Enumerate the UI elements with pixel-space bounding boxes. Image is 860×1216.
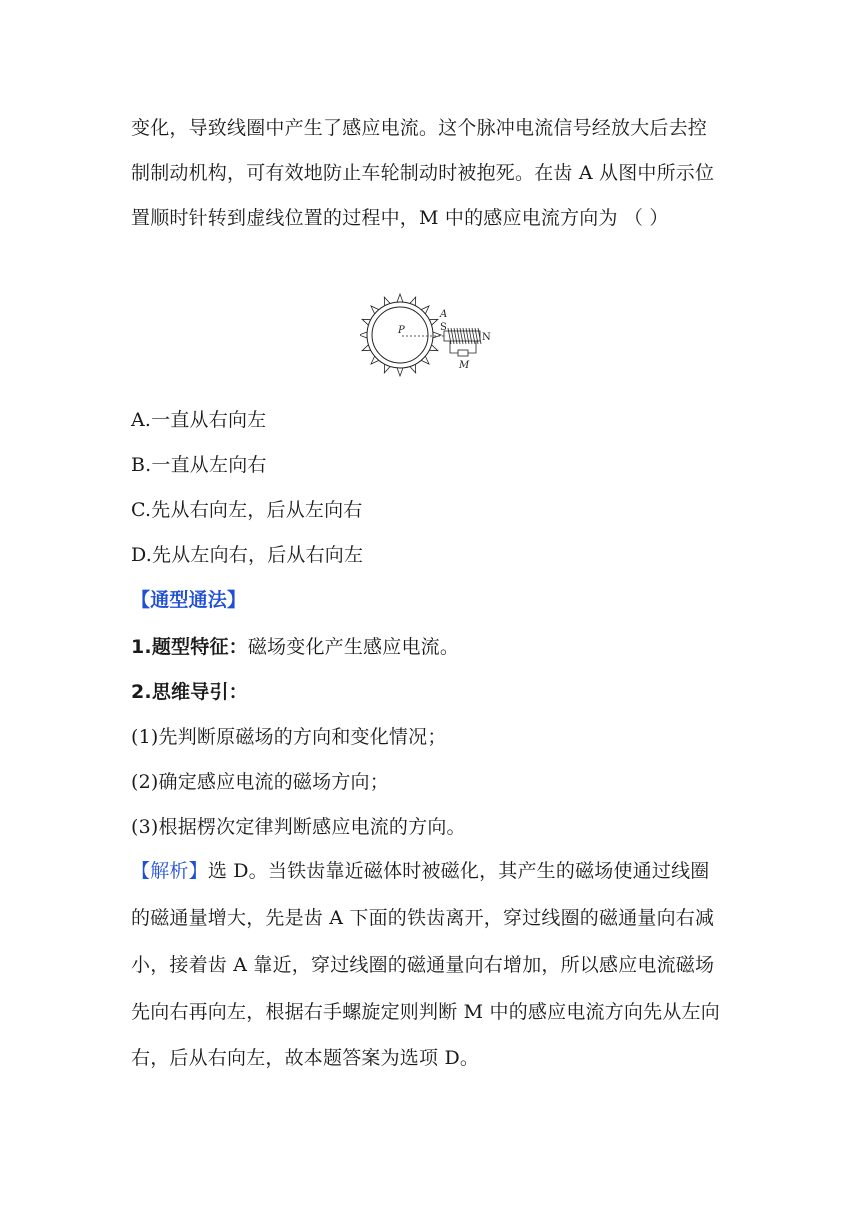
method-item-2-label: 2.思维导引： xyxy=(131,681,248,703)
question-line-2: 制制动机构，可有效地防止车轮制动时被抱死。在齿 A 从图中所示位 xyxy=(131,162,715,184)
gear-tooth xyxy=(360,332,367,338)
analysis-line-1 xyxy=(131,859,710,883)
analysis-line-1-text: 选 D。当铁齿靠近磁体时被磁化，其产生的磁场使通过线圈 xyxy=(207,860,710,882)
label-s: S xyxy=(440,322,447,333)
method-step-1: (1)先判断原磁场的方向和变化情况； xyxy=(131,726,447,748)
resistor-m xyxy=(458,350,468,356)
coil-turn xyxy=(448,328,451,344)
analysis-line-2: 的磁通量增大，先是齿 A 下面的铁齿离开，穿过线圈的磁通量向右减 xyxy=(131,907,715,929)
gear-tooth xyxy=(397,294,403,302)
method-item-1-label: 1.题型特征： xyxy=(131,636,248,658)
gear-tooth xyxy=(371,306,379,314)
coil-turn xyxy=(463,328,466,344)
method-step-3: (3)根据楞次定律判断感应电流的方向。 xyxy=(131,816,466,838)
coil-turn xyxy=(469,328,472,344)
method-item-1 xyxy=(131,635,459,659)
question-line-1: 变化，导致线圈中产生了感应电流。这个脉冲电流信号经放大后去控 xyxy=(131,117,708,139)
coil-turn xyxy=(475,328,478,344)
question-line-3: 置顺时针转到虚线位置的过程中，M 中的感应电流方向为 （ ） xyxy=(131,207,669,229)
label-p: P xyxy=(398,325,405,336)
analysis-line-5: 右，后从右向左，故本题答案为选项 D。 xyxy=(131,1047,480,1069)
option-d: D.先从左向右，后从右向左 xyxy=(131,544,364,566)
option-a: A.一直从右向左 xyxy=(131,409,267,431)
option-b: B.一直从左向右 xyxy=(131,454,267,476)
method-heading: 【通型通法】 xyxy=(131,589,247,611)
method-item-1-text: 磁场变化产生感应电流。 xyxy=(247,636,460,658)
gear-diagram xyxy=(360,293,510,383)
coil-turn xyxy=(466,328,469,344)
label-a: A xyxy=(440,309,448,320)
gear-tooth xyxy=(397,368,403,376)
coil-turn xyxy=(457,328,460,344)
label-m: M xyxy=(459,360,470,371)
gear-tooth xyxy=(371,356,379,364)
gear-tooth xyxy=(421,356,429,364)
label-n: N xyxy=(482,332,491,343)
gear-coil-figure xyxy=(360,293,510,383)
analysis-line-4: 先向右再向左，根据右手螺旋定则判断 M 中的感应电流方向先从左向 xyxy=(131,1001,720,1023)
coil-turn xyxy=(472,328,475,344)
coil-turn xyxy=(454,328,457,344)
gear-tooth xyxy=(421,306,429,314)
coil-turn xyxy=(451,328,454,344)
analysis-tag: 【解析】 xyxy=(131,860,208,882)
coil-turn xyxy=(478,328,481,344)
method-step-2: (2)确定感应电流的磁场方向； xyxy=(131,771,389,793)
option-c: C.先从右向左，后从左向右 xyxy=(131,499,363,521)
analysis-line-3: 小，接着齿 A 靠近，穿过线圈的磁通量向右增加，所以感应电流磁场 xyxy=(131,954,715,976)
coil-turn xyxy=(460,328,463,344)
